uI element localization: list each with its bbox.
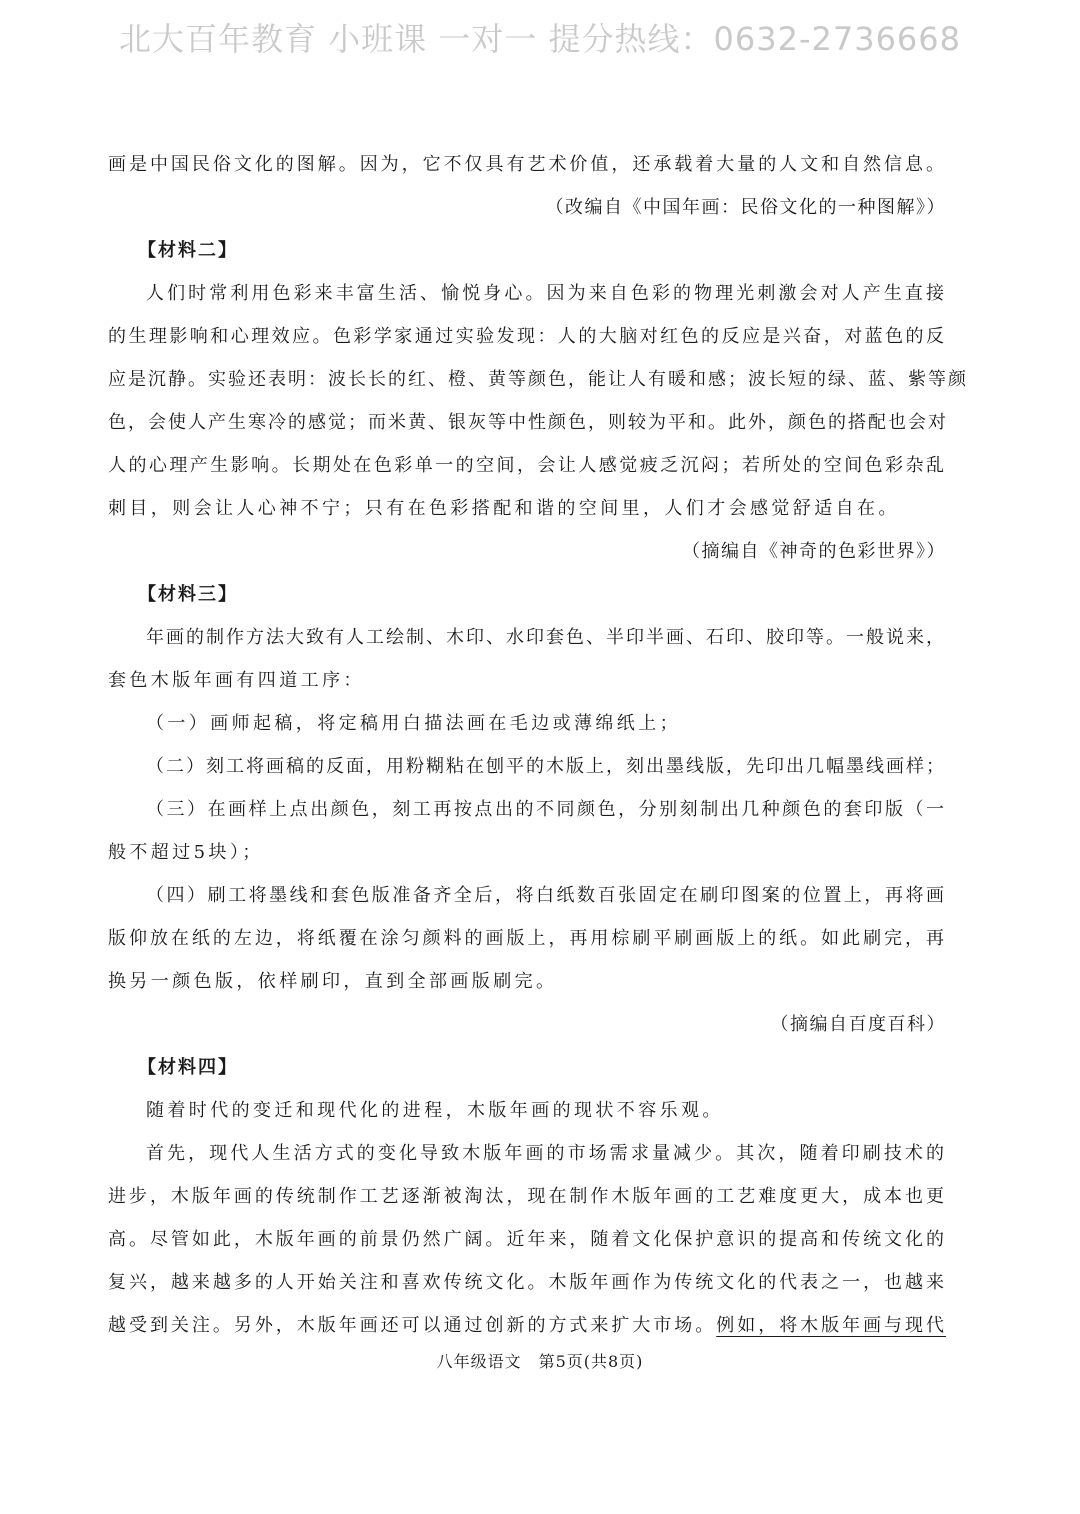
paragraph-line: 随着时代的变迁和现代化的进程，木版年画的现状不容乐观。 (146, 1100, 724, 1121)
procedure-step: （二）刻工将画稿的反面，用粉糊粘在刨平的木版上，刻出墨线版，先印出几幅墨线画样； (146, 756, 946, 777)
last-line-plain: 越受到关注。另外，木版年画还可以通过创新的方式来扩大市场。 (108, 1315, 717, 1336)
procedure-step: （一）画师起稿，将定稿用白描法画在毛边或薄绵纸上； (146, 713, 681, 734)
paragraph-line: 高。尽管如此，木版年画的前景仍然广阔。近年来，随着文化保护意识的提高和传统文化的 (108, 1229, 946, 1250)
material2-heading: 【材料二】 (138, 240, 238, 261)
paragraph-line: 套色木版年画有四道工序： (108, 670, 365, 691)
last-line-underlined: 例如，将木版年画与现代 (716, 1315, 947, 1336)
material1-source: （改编自《中国年画：民俗文化的一种图解》） (545, 197, 946, 218)
paragraph-line: 进步，木版年画的传统制作工艺逐渐被淘汰，现在制作木版年画的工艺难度更大，成本也更 (108, 1186, 946, 1207)
material1-tail-line: 画是中国民俗文化的图解。因为，它不仅具有艺术价值，还承载着大量的人文和自然信息。 (108, 154, 946, 175)
paragraph-line: 复兴，越来越多的人开始关注和喜欢传统文化。木版年画作为传统文化的代表之一，也越来 (108, 1272, 946, 1293)
material3-source: （摘编自百度百科） (770, 1014, 946, 1035)
paragraph-line: 首先，现代人生活方式的变化导致木版年画的市场需求量减少。其次，随着印刷技术的 (146, 1143, 946, 1164)
procedure-step-continued: 版仰放在纸的左边，将纸覆在涂匀颜料的画版上，再用棕刷平刷画版上的纸。如此刷完，再 (108, 928, 946, 949)
procedure-step: （三）在画样上点出颜色，刻工再按点出的不同颜色，分别刻制出几种颜色的套印版（一 (146, 799, 946, 820)
paragraph-line: 色，会使人产生寒冷的感觉；而米黄、银灰等中性颜色，则较为平和。此外，颜色的搭配也会对 (108, 412, 948, 433)
page-footer: 八年级语文 第5页(共8页) (436, 1352, 644, 1371)
paragraph-last-line (108, 1304, 946, 1347)
paragraph-line: 年画的制作方法大致有人工绘制、木印、水印套色、半印半画、石印、胶印等。一般说来， (146, 627, 946, 648)
paragraph-line: 刺目，则会让人心神不宁；只有在色彩搭配和谐的空间里，人们才会感觉舒适自在。 (108, 498, 900, 519)
material3-heading: 【材料三】 (138, 584, 238, 605)
paragraph-line: 人的心理产生影响。长期处在色彩单一的空间，会让人感觉疲乏沉闷；若所处的空间色彩杂乱 (108, 455, 946, 476)
watermark: 北大百年教育 小班课 一对一 提分热线：0632-2736668 (118, 20, 962, 58)
material4-heading: 【材料四】 (138, 1057, 238, 1078)
procedure-step-continued: 换另一颜色版，依样刷印，直到全部画版刷完。 (108, 971, 558, 992)
paragraph-line: 人们时常利用色彩来丰富生活、愉悦身心。因为来自色彩的物理光刺激会对人产生直接 (146, 283, 946, 304)
paragraph-line: 的生理影响和心理效应。色彩学家通过实验发现：人的大脑对红色的反应是兴奋，对蓝色的反 (108, 326, 946, 347)
page-content (108, 143, 968, 1347)
procedure-step: （四）刷工将墨线和套色版准备齐全后，将白纸数百张固定在刷印图案的位置上，再将画 (146, 885, 946, 906)
material2-source: （摘编自《神奇的色彩世界》） (682, 541, 946, 562)
procedure-step-continued: 般不超过5块）； (108, 842, 264, 863)
paragraph-line: 应是沉静。实验还表明：波长长的红、橙、黄等颜色，能让人有暖和感；波长短的绿、蓝、紫等颜 (108, 369, 968, 390)
